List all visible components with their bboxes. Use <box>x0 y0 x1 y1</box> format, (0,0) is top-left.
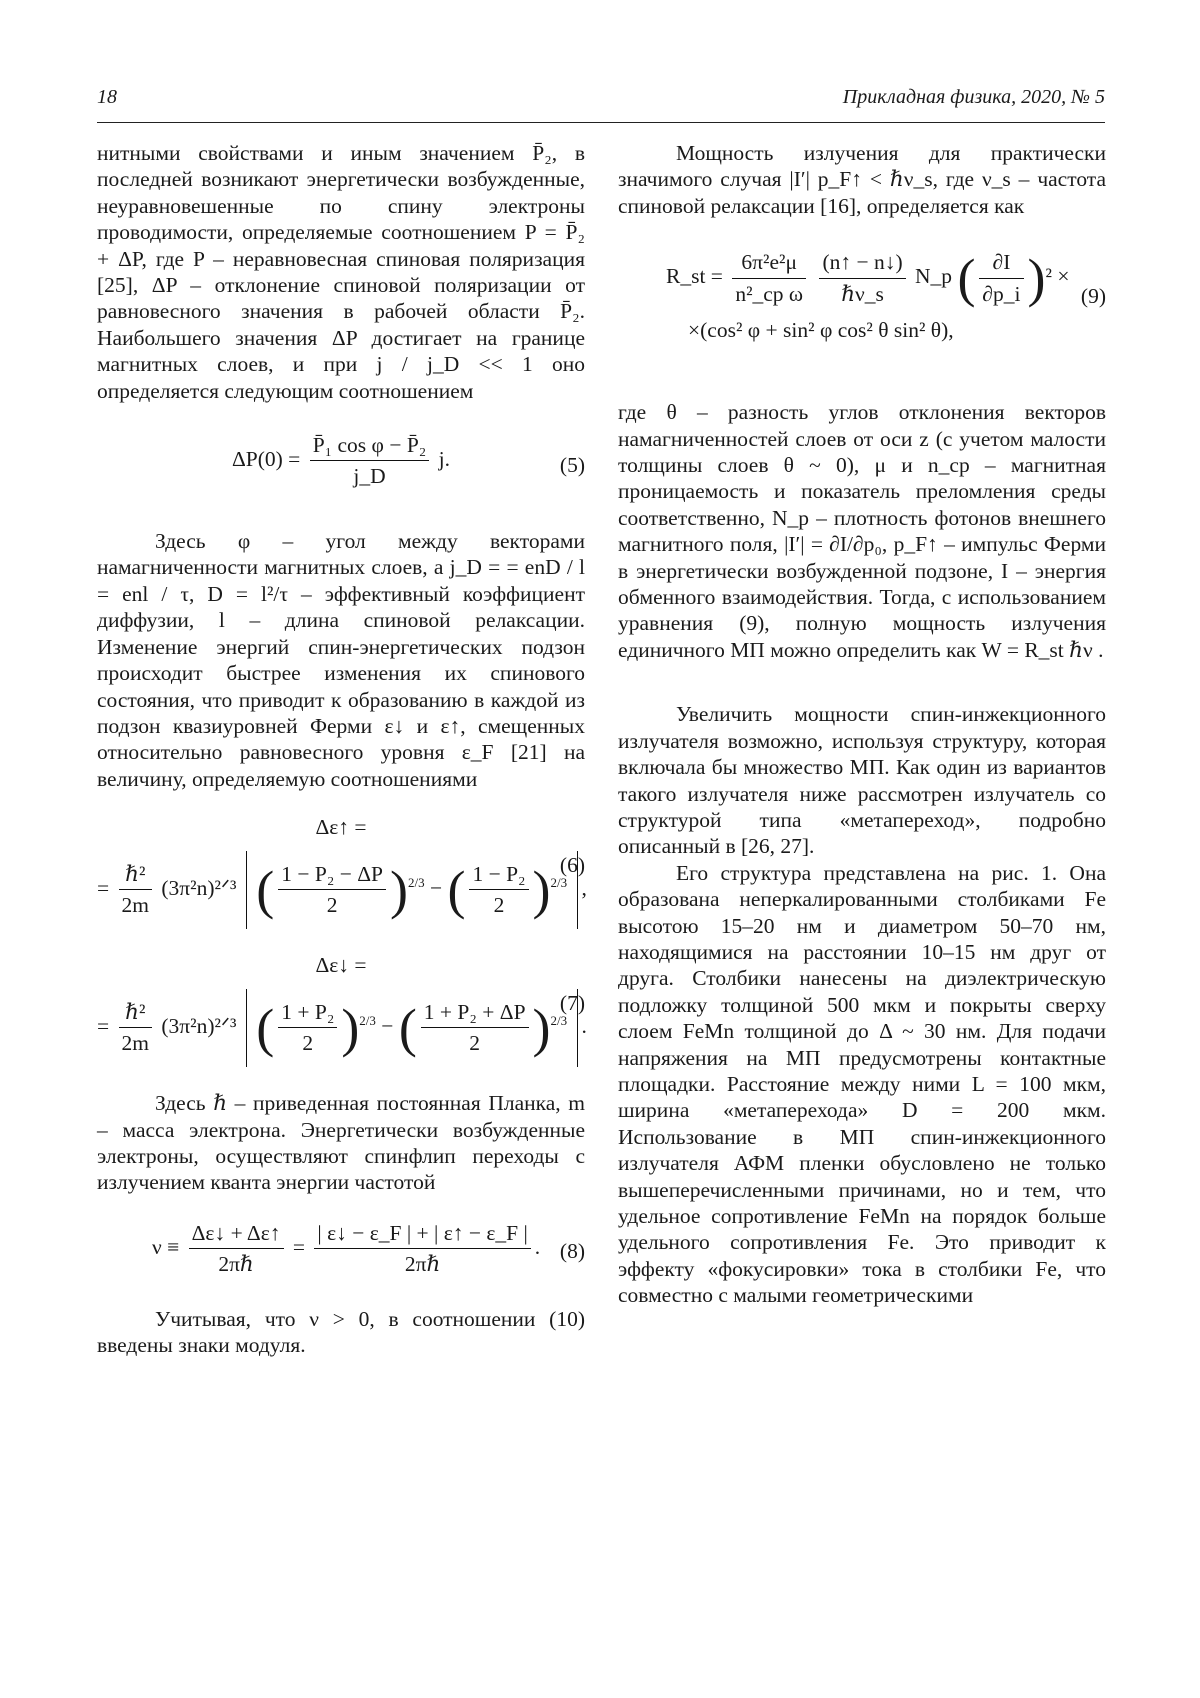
eq9-f2-den: ℏν_s <box>819 279 905 307</box>
eq7-mid: (3π²n)²ᐟ³ <box>161 1013 236 1037</box>
eq6-exp-1: 2/3 <box>408 874 425 889</box>
eq6-f2-den: 2 <box>469 890 528 918</box>
eq8-dot: . <box>535 1235 540 1259</box>
eq7-f2-den: 2 <box>421 1028 529 1056</box>
eq6-hbar-fraction <box>119 861 152 919</box>
eq7-hbar-fraction <box>119 999 152 1057</box>
eq9-number: (9) <box>1081 283 1106 309</box>
equation-9 <box>618 249 1106 389</box>
eq9-frac-3 <box>979 249 1023 307</box>
eq5-tail: j. <box>439 447 450 471</box>
header-rule <box>97 122 1105 123</box>
eq6-f2-num: 1 − P₂ <box>469 861 528 890</box>
paragraph: Увеличить мощности спин-инжекционного излучателя возможно, используя структуру, которая включала бы множество МП. Как один из вариантов такого излучателя ниже рассмотрен излучатель со структурой типа «метапереход», подробно описанный в [26, 27]. <box>618 701 1106 859</box>
paragraph: Здесь ℏ – приведенная постоянная Планка, m – масса электрона. Энергетически возбужденные электроны, осуществляют спинфлип переходы с излучением кванта энергии частотой <box>97 1090 585 1196</box>
eq6-frac-2 <box>469 861 528 919</box>
eq7-frac-1 <box>278 999 337 1057</box>
eq6-mid: (3π²n)²ᐟ³ <box>161 875 236 899</box>
eq9-frac-2 <box>819 249 905 307</box>
eq5-lhs: ΔP(0) = <box>232 447 300 471</box>
eq5-number: (5) <box>560 452 585 478</box>
eq5-numerator: P̄₁ cos φ − P̄₂ <box>310 432 430 461</box>
eq9-frac-1 <box>732 249 806 307</box>
left-column <box>97 140 585 1359</box>
eq9-np: N_p <box>915 264 952 288</box>
eq8-f2-num: | ε↓ − ε_F | + | ε↑ − ε_F | <box>314 1220 530 1249</box>
eq6-exp-2: 2/3 <box>551 874 568 889</box>
eq8-frac-2 <box>314 1220 530 1278</box>
paren-open: ( <box>256 860 274 920</box>
page-header <box>97 86 1105 116</box>
eq9-line-2: ×(cos² φ + sin² φ cos² θ sin² θ), <box>618 317 1106 343</box>
paren-open: ( <box>957 248 975 308</box>
eq8-frac-1 <box>189 1220 284 1278</box>
eq8-f2-den: 2πℏ <box>314 1249 530 1277</box>
paragraph: Мощность излучения для практически значимого случая |I′| p_F↑ < ℏν_s, где ν_s – частота спиновой релаксации [16], определяется как <box>618 140 1106 219</box>
right-column <box>618 140 1106 1309</box>
eq5-denominator: j_D <box>310 461 430 489</box>
paragraph: нитными свойствами и иным значением P̄₂, в последней возникают энергетически возбужденные, неуравновешенные по спину электроны проводимости, определяемые соотношением P = P̄₂ + ΔP, где P – неравновесная спиновая поляризация [25], ΔP – отклонение спиновой поляризации от равновесного значения в рабочей области P̄₂. Наибольшего значения ΔP достигает на границе магнитных слоев, и при j / j_D << 1 оно определяется следующим соотношением <box>97 140 585 404</box>
eq6-frac-1 <box>278 861 386 919</box>
eq8-number: (8) <box>560 1238 585 1264</box>
paren-close: ) <box>341 998 359 1058</box>
paren-close: ) <box>533 998 551 1058</box>
eq6-f1-num: 1 − P₂ − ΔP <box>278 861 386 890</box>
eq7-exp-2: 2/3 <box>551 1012 568 1027</box>
equation-5 <box>97 432 585 502</box>
eq7-number: (7) <box>560 990 585 1016</box>
eq7-f1-den: 2 <box>278 1028 337 1056</box>
eq8-f1-den: 2πℏ <box>189 1249 284 1277</box>
equation-6: Δε↑ = = ℏ² 2m (3π²n)²ᐟ³ ( 1 − P₂ − ΔP 2 )2/3 − ( 1 − P₂ 2 )2/3 , (6) <box>97 814 585 934</box>
abs-bar-left <box>246 989 247 1067</box>
eq7-head: Δε↓ = <box>97 952 585 978</box>
paren-close: ) <box>533 860 551 920</box>
eq7-hbar-den: 2m <box>119 1028 152 1056</box>
eq8-lhs: ν ≡ <box>152 1235 179 1259</box>
eq9-lhs: R_st = <box>666 264 723 288</box>
equation-7: Δε↓ = = ℏ² 2m (3π²n)²ᐟ³ ( 1 + P₂ 2 )2/3 − ( 1 + P₂ + ΔP 2 )2/3 . (7) <box>97 952 585 1072</box>
abs-bar-left <box>246 851 247 929</box>
eq9-f3-num: ∂I <box>979 249 1023 278</box>
eq7-pre: = <box>97 1013 109 1037</box>
eq9-f1-den: n²_cp ω <box>732 279 806 307</box>
eq7-hbar-num: ℏ² <box>119 999 152 1028</box>
eq9-times: ² × <box>1046 264 1070 288</box>
equation-8 <box>97 1220 585 1292</box>
paren-open: ( <box>256 998 274 1058</box>
eq6-hbar-num: ℏ² <box>119 861 152 890</box>
journal-title: Прикладная физика, 2020, № 5 <box>843 86 1105 109</box>
eq8-equals: = <box>293 1235 305 1259</box>
eq8-f1-num: Δε↓ + Δε↑ <box>189 1220 284 1249</box>
page-number: 18 <box>97 86 117 109</box>
eq6-hbar-den: 2m <box>119 890 152 918</box>
eq9-f3-den: ∂p_i <box>979 279 1023 307</box>
paren-close: ) <box>390 860 408 920</box>
paragraph: Здесь φ – угол между векторами намагниченности магнитных слоев, а j_D = = enD / l = enl / τ, D = l²/τ – эффективный коэффициент диффузии, l – длина спиновой релаксации. Изменение энергий спин-энергетических подзон происходит быстрее изменения их спинового состояния, что приводит к образованию в каждой из подзон квазиуровней Ферми ε↓ и ε↑, смещенных относительно равновесного уровня ε_F [21] на величину, определяемую соотношениями <box>97 528 585 792</box>
paragraph: Учитывая, что ν > 0, в соотношении (10) введены знаки модуля. <box>97 1306 585 1359</box>
eq7-f2-num: 1 + P₂ + ΔP <box>421 999 529 1028</box>
eq9-f2-num: (n↑ − n↓) <box>819 249 905 278</box>
paragraph: где θ – разность углов отклонения векторов намагниченностей слоев от оси z (с учетом малости толщины слоев θ ~ 0), μ и n_cp – магнитная проницаемость и показатель преломления среды соответственно, N_p – плотность фотонов внешнего магнитного поля, |I′| = ∂I/∂p₀, p_F↑ – импульс Ферми в энергетически возбужденной подзоне, I – энергия обменного взаимодействия. Тогда, с использованием уравнения (9), полную мощность излучения единичного МП можно определить как W = R_st ℏν . <box>618 399 1106 663</box>
eq7-f1-num: 1 + P₂ <box>278 999 337 1028</box>
paren-close: ) <box>1028 248 1046 308</box>
eq6-pre: = <box>97 875 109 899</box>
eq7-frac-2 <box>421 999 529 1057</box>
eq9-f1-num: 6π²e²μ <box>732 249 806 278</box>
eq6-number: (6) <box>560 852 585 878</box>
eq5-fraction <box>310 432 430 490</box>
paren-open: ( <box>447 860 465 920</box>
paragraph: Его структура представлена на рис. 1. Она образована неперкалированными столбиками Fe высотою 15–20 нм и диаметром 50–70 нм, находящимися на расстоянии 10–15 нм друг от друга. Столбики нанесены на диэлектрическую подложку толщиной 500 мкм и покрыты сверху слоем FeMn толщиной до Δ ~ 30 нм. Для подачи напряжения на МП предусмотрены контактные площадки. Расстояние между ними L = 100 мкм, ширина «метаперехода» D = 200 мкм. Использование в МП спин-инжекционного излучателя АФМ пленки обусловлено не только вышеперечисленными причинами, но и тем, что удельное сопротивление FeMn на порядок больше удельного сопротивления Fe. Это приводит к эффекту «фокусировки» тока в столбики Fe, что совместно с малыми геометрическими <box>618 860 1106 1309</box>
paren-open: ( <box>399 998 417 1058</box>
eq6-f1-den: 2 <box>278 890 386 918</box>
eq6-head: Δε↑ = <box>97 814 585 840</box>
eq7-exp-1: 2/3 <box>359 1012 376 1027</box>
